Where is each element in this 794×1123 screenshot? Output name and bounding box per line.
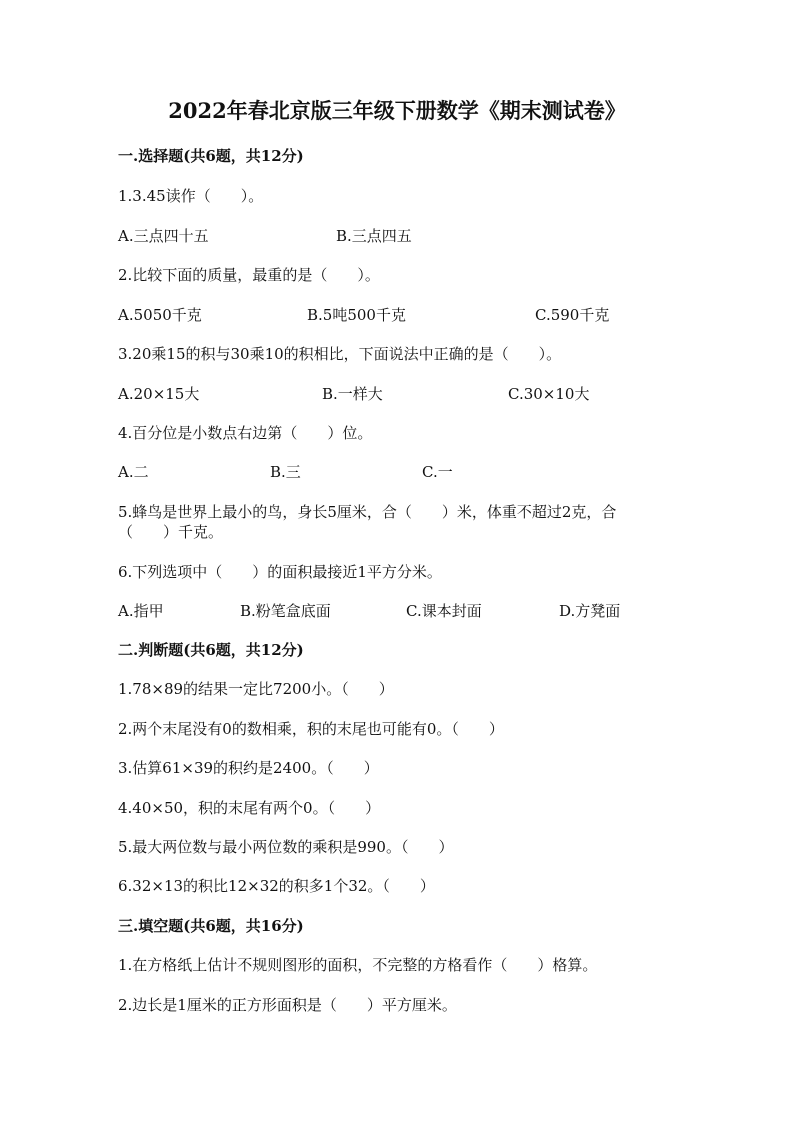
option: A.20×15大 (118, 385, 200, 403)
option: B.三 (270, 463, 301, 481)
option: C.590千克 (535, 306, 610, 324)
question-text: 4.百分位是小数点右边第（ ）位。 (118, 424, 373, 442)
question-text: 2.两个末尾没有0的数相乘，积的末尾也可能有0。（ ） (118, 720, 504, 738)
option: B.5吨500千克 (307, 306, 406, 324)
question-text: 1.3.45读作（ ）。 (118, 187, 264, 205)
page-title: 2022年春北京版三年级下册数学《期末测试卷》 (168, 98, 626, 123)
question-text-continued: （ ）千克。 (118, 523, 224, 541)
question-text: 2.边长是1厘米的正方形面积是（ ）平方厘米。 (118, 996, 457, 1014)
question-text: 2.比较下面的质量，最重的是（ ）。 (118, 266, 380, 284)
question-text: 5.最大两位数与最小两位数的乘积是990。（ ） (118, 838, 454, 856)
question-text: 6.32×13的积比12×32的积多1个32。（ ） (118, 877, 435, 895)
option: B.三点四五 (336, 227, 412, 245)
option: C.课本封面 (406, 602, 482, 620)
question-text: 4.40×50，积的末尾有两个0。（ ） (118, 799, 381, 817)
section-heading: 二.判断题(共6题，共12分) (118, 641, 304, 659)
question-text: 5.蜂鸟是世界上最小的鸟，身长5厘米，合（ ）米，体重不超过2克，合 (118, 503, 617, 521)
option: A.指甲 (118, 602, 164, 620)
question-text: 6.下列选项中（ ）的面积最接近1平方分米。 (118, 563, 442, 581)
option: A.三点四十五 (118, 227, 209, 245)
question-text: 3.20乘15的积与30乘10的积相比，下面说法中正确的是（ ）。 (118, 345, 562, 363)
question-text: 1.78×89的结果一定比7200小。（ ） (118, 680, 394, 698)
option: D.方凳面 (559, 602, 621, 620)
section-heading: 三.填空题(共6题，共16分) (118, 917, 304, 935)
option: C.一 (422, 463, 453, 481)
question-text: 1.在方格纸上估计不规则图形的面积，不完整的方格看作（ ）格算。 (118, 956, 598, 974)
option: B.一样大 (322, 385, 383, 403)
section-heading: 一.选择题(共6题，共12分) (118, 147, 304, 165)
option: A.5050千克 (118, 306, 202, 324)
option: B.粉笔盒底面 (240, 602, 331, 620)
option: C.30×10大 (508, 385, 590, 403)
option: A.二 (118, 463, 149, 481)
question-text: 3.估算61×39的积约是2400。（ ） (118, 759, 379, 777)
